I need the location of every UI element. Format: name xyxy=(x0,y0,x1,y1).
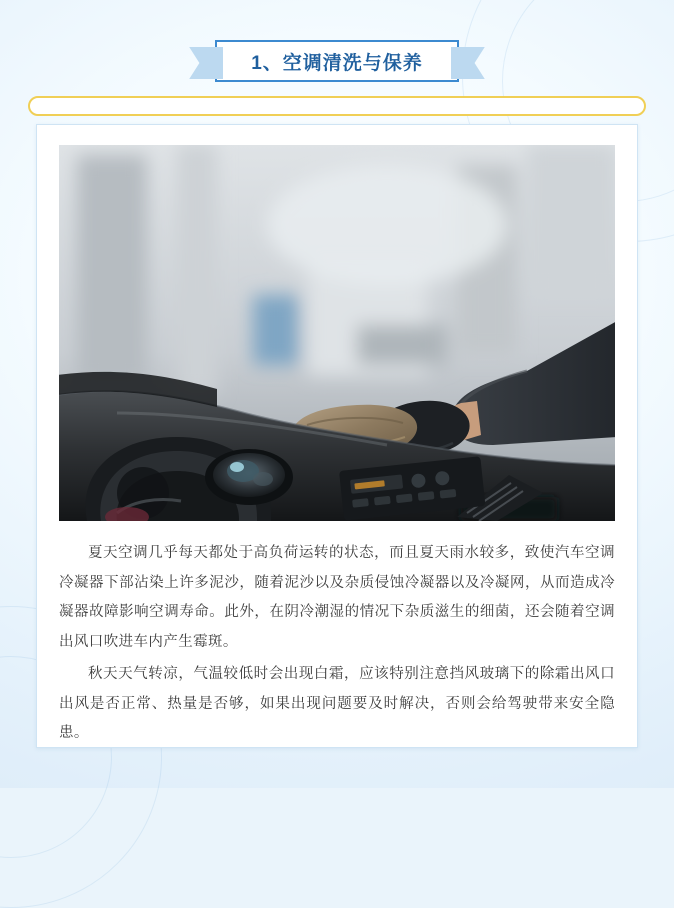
ribbon-tail-right-icon xyxy=(451,47,485,79)
car-dashboard-cleaning-photo xyxy=(59,145,615,521)
ribbon-tail-left-icon xyxy=(189,47,223,79)
title-ribbon xyxy=(215,40,459,82)
content-card xyxy=(36,124,638,748)
paragraph-1: 夏天空调几乎每天都处于高负荷运转的状态，而且夏天雨水较多，致使汽车空调冷凝器下部沾染上许多泥沙，随着泥沙以及杂质侵蚀冷凝器以及冷凝网，从而造成冷凝器故障影响空调寿命。此外，在阴冷潮湿的情况下杂质滋生的细菌，还会随着空调出风口吹进车内产生霉斑。 xyxy=(59,545,615,651)
paragraph-2: 秋天天气转凉，气温较低时会出现白霜，应该特别注意挡风玻璃下的除霜出风口出风是否正常、热量是否够，如果出现问题要及时解决，否则会给驾驶带来安全隐患。 xyxy=(59,665,615,742)
article-body xyxy=(59,539,615,749)
section-title-banner xyxy=(0,40,674,82)
page-title: 1、空调清洗与保养 xyxy=(251,52,423,74)
yellow-divider-bar xyxy=(28,96,646,116)
